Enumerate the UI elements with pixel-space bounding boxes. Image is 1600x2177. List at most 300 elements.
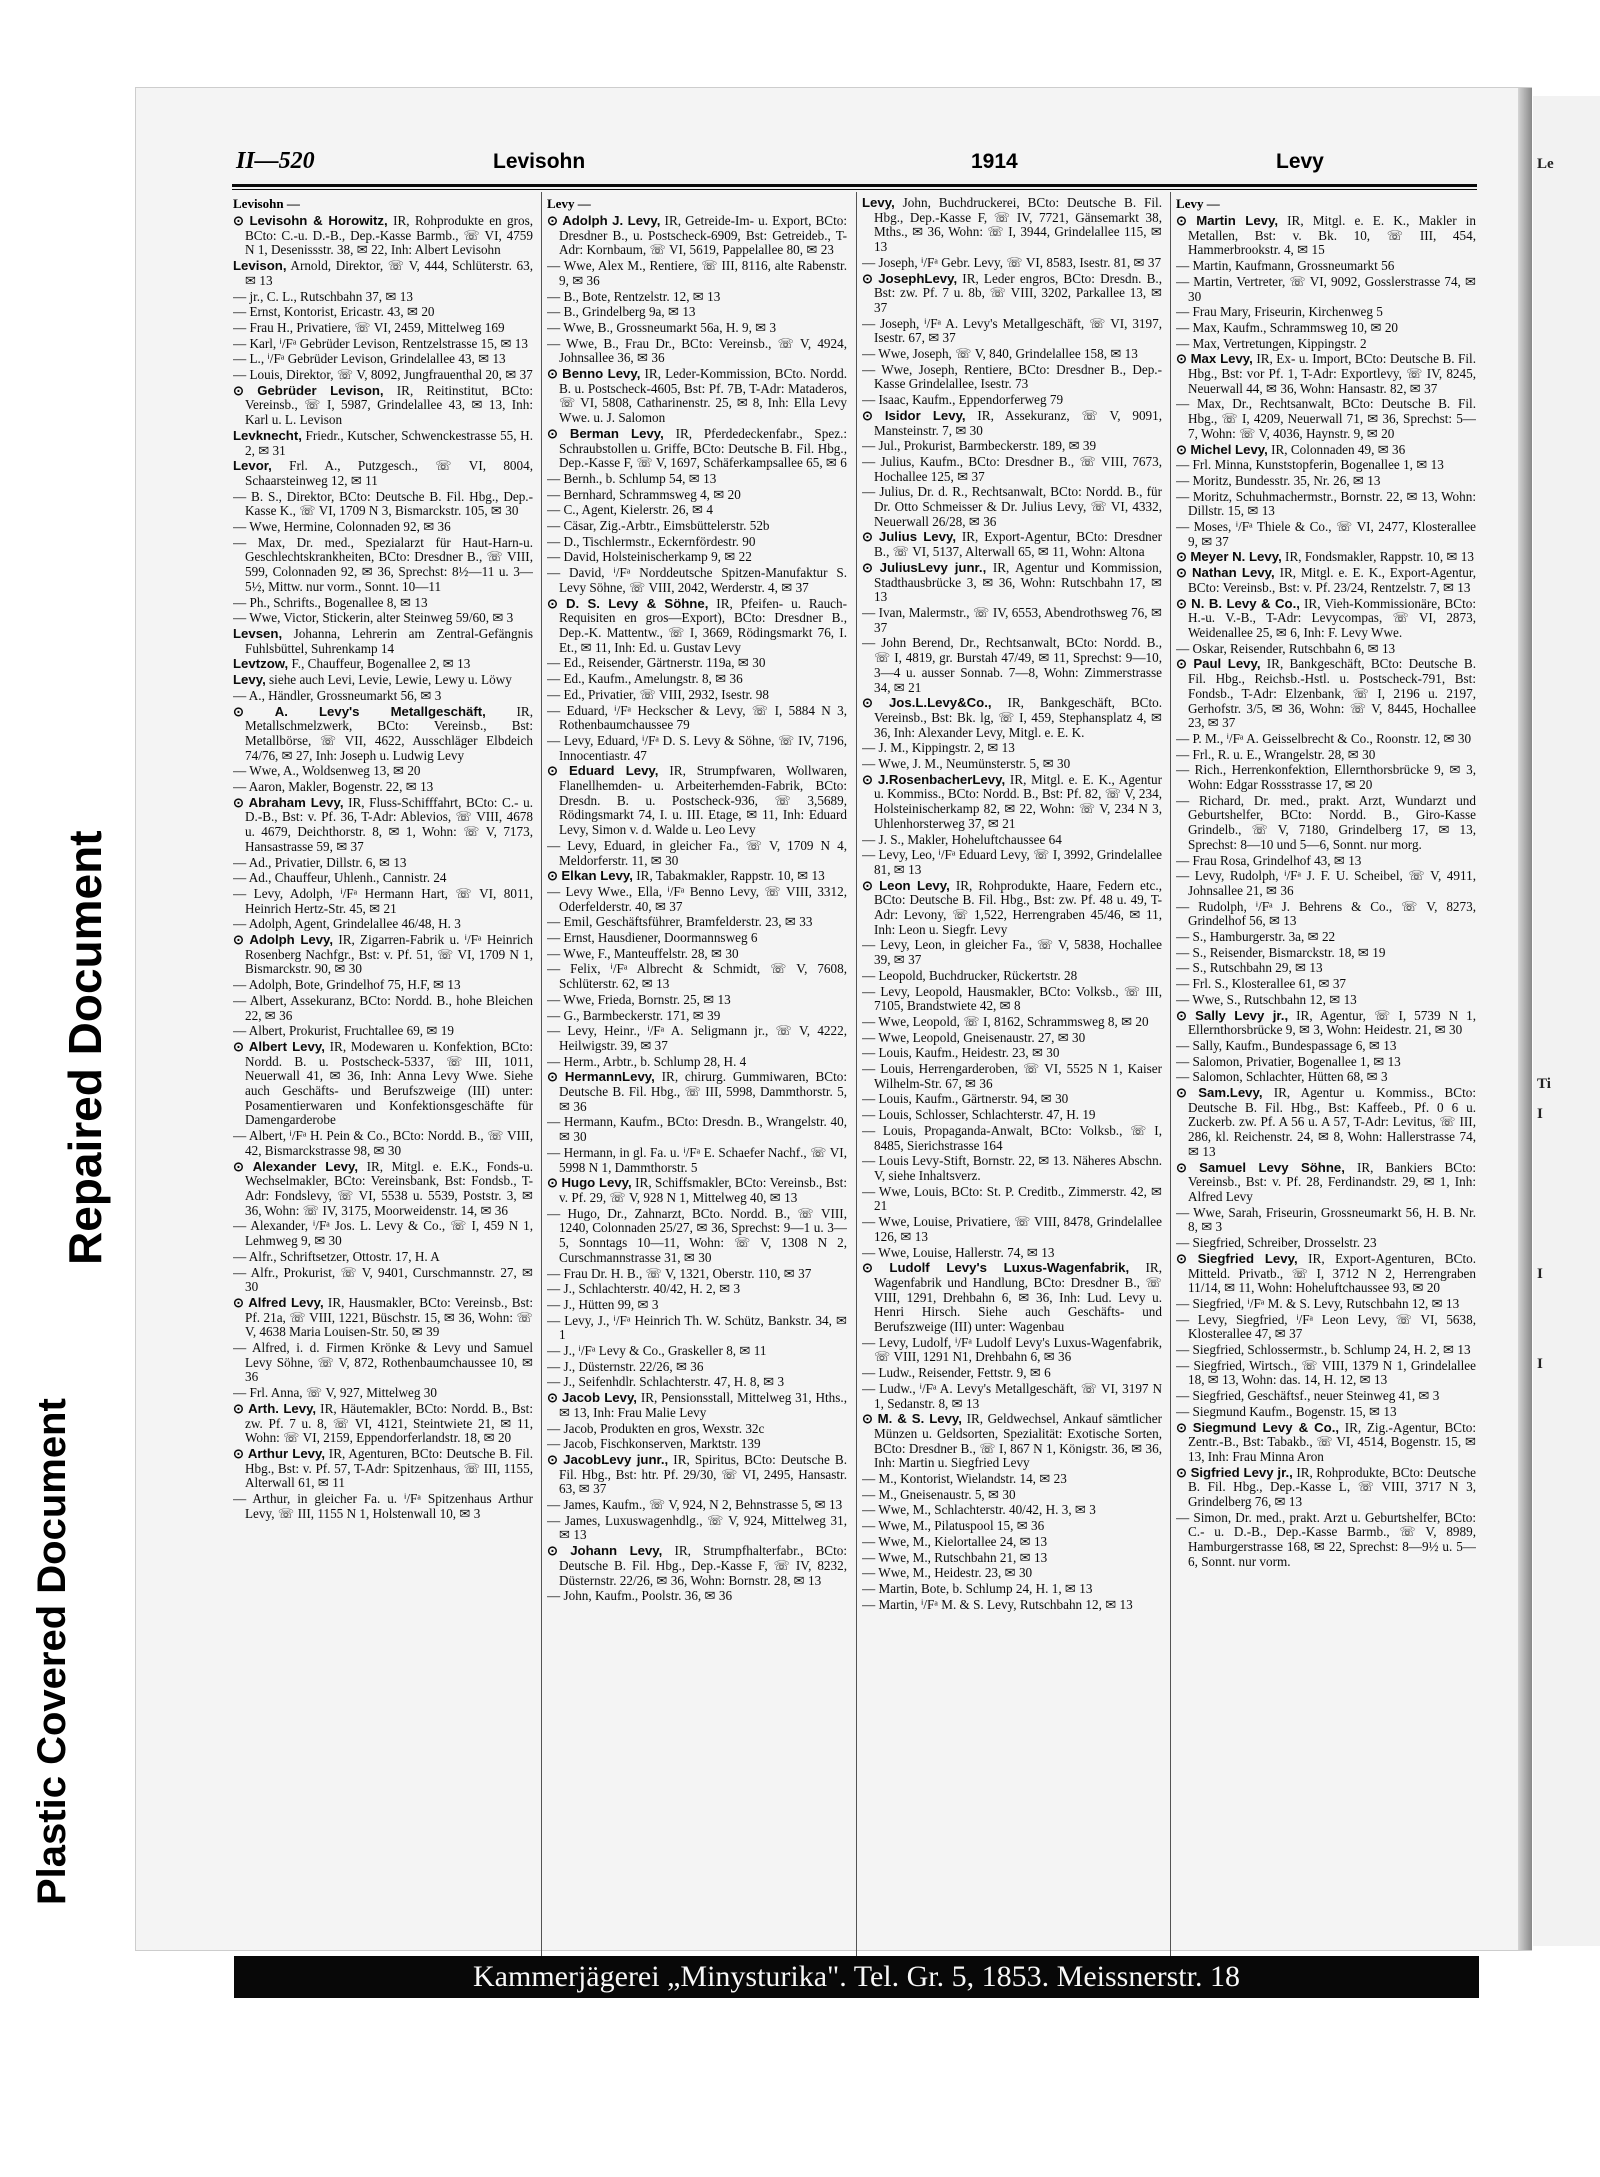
entry-name: Eduard Levy, <box>568 763 659 779</box>
entry-name: Siegmund Levy & Co., <box>1192 1419 1340 1435</box>
entry-name: Levknecht, <box>233 427 302 443</box>
entry-text: — Wwe, M., Heidestr. 23, ✉ 30 <box>862 1565 1033 1581</box>
entry-text: IR, Tabakmakler, Rappstr. 10, ✉ 13 <box>636 868 825 884</box>
entry-name: Alfred Levy, <box>248 1294 324 1310</box>
entry-text: — Ludw., Reisender, Fettstr. 9, ✉ 6 <box>862 1365 1051 1381</box>
directory-entry <box>862 1336 1162 1365</box>
entry-marker: ⊙ <box>233 794 245 810</box>
entry-text: IR, Modewaren u. Konfektion, BCto: Nordd. B. u. Postscheck-5337, ☏ III, 1011, Neuerwall 41, ✉ 36, Inh: Anna Levy Wwe. Siehe auch Geschäfts- und Berufszweige (III) unter: Posamentierwaren und Konfektionsgeschäfte für Damengarderobe <box>245 1038 533 1128</box>
directory-entry <box>1176 566 1476 595</box>
repaired-document-label: Repaired Document <box>59 830 111 1265</box>
directory-entry <box>862 1261 1162 1335</box>
entry-text: IR, Rohprodukte en gros, BCto: C.-u. D.-B., Dep.-Kasse Barmb., ☏ VI, 4759 N 1, Desenissstr. 38, ✉ 22, Inh: Albert Levisohn <box>245 213 533 258</box>
entry-text: — Alfr., Schriftsetzer, Ottostr. 17, H. A <box>233 1248 440 1264</box>
directory-entry <box>862 636 1162 695</box>
entry-name: M. & S. Levy, <box>877 1411 962 1427</box>
entry-name: Levtzow, <box>233 656 289 672</box>
directory-entry <box>233 917 533 932</box>
entry-text: — Wwe, Joseph, ☏ V, 840, Grindelallee 158, ✉ 13 <box>862 346 1138 362</box>
entry-name: Adolph J. Levy, <box>562 213 661 228</box>
directory-entry <box>862 1503 1162 1518</box>
directory-entry <box>1176 1297 1476 1312</box>
entry-name: Jacob Levy, <box>561 1390 637 1406</box>
entry-text: — Salomon, Privatier, Bogenallee 1, ✉ 13 <box>1176 1053 1401 1069</box>
directory-entry <box>547 597 847 656</box>
entry-text: — Wwe, Louise, Privatiere, ☏ VIII, 8478, Grindelallee 126, ✉ 13 <box>862 1214 1162 1244</box>
entry-marker: ⊙ <box>862 270 874 286</box>
directory-entry <box>547 1391 847 1420</box>
page-number: II—520 <box>236 148 315 174</box>
entry-text: IR, Ex- u. Import, BCto: Deutsche B. Fil. Hbg., Bst: vor Pf. 1, T-Adr: Exportlevy, ☏ IV, 8245, Neuerwall 44, ✉ 36, Wohn: Hansastr. 82, ✉ 37 <box>1188 351 1476 396</box>
directory-entry <box>547 259 847 288</box>
directory-entry <box>862 1382 1162 1411</box>
entry-name: N. B. Levy & Co., <box>1191 595 1300 611</box>
entry-text: — Wwe, Joseph, Rentiere, BCto: Dresdner B., Dep.-Kasse Grindelallee, Isestr. 73 <box>862 361 1162 392</box>
entry-text: — G., Barmbeckerstr. 171, ✉ 39 <box>547 1007 721 1023</box>
directory-column-1 <box>233 196 533 1966</box>
entry-text: — Max, Vertretungen, Kippingstr. 2 <box>1176 335 1367 351</box>
directory-entry <box>233 520 533 535</box>
directory-entry <box>862 196 1162 255</box>
entry-text: — Ad., Chauffeur, Uhlenh., Cannistr. 24 <box>233 870 447 886</box>
directory-entry <box>233 290 533 305</box>
entry-name: Nathan Levy, <box>1191 565 1275 581</box>
entry-text: — Levy, Leopold, Hausmakler, BCto: Volksb., ☏ III, 7105, Brandstwiete 42, ✉ 8 <box>862 983 1162 1014</box>
entry-text: — Siegfried, Schlossermstr., b. Schlump 24, H. 2, ✉ 13 <box>1176 1342 1471 1358</box>
entry-name: Adolph Levy, <box>249 932 334 948</box>
column-divider <box>541 192 542 1972</box>
directory-entry <box>862 1124 1162 1153</box>
directory-entry <box>547 734 847 763</box>
entry-marker: ⊙ <box>862 1411 874 1427</box>
directory-entry <box>233 1296 533 1340</box>
entry-name: Arth. Levy, <box>248 1400 317 1416</box>
directory-entry <box>1176 930 1476 945</box>
directory-entry <box>862 455 1162 484</box>
entry-marker: ⊙ <box>862 529 874 545</box>
entry-text: — Ed., Kaufm., Amelungstr. 8, ✉ 36 <box>547 671 743 687</box>
header-rule-thin <box>232 189 1477 190</box>
entry-text: IR, Pferdedeckenfabr., Spez.: Schraubstollen u. Griffe, BCto: Deutsche B. Fil. Hbg., Dep.-Kasse F, ☏ V, 1697, Schäferkampsallee 65, ✉ 6 <box>559 425 847 471</box>
directory-entry <box>233 856 533 871</box>
entry-text: IR, Getreide-Im- u. Export, BCto: Dresdner B., u. Postscheck-6909, Bst: Getreideb., T-Adr: Kornbaum, ☏ VI, 5619, Pappelallee 80, ✉ 23 <box>559 213 847 258</box>
directory-entry <box>233 596 533 611</box>
header-first-word: Levisohn <box>493 150 586 173</box>
entry-text: IR, Rohprodukte, Haare, Federn etc., BCto: Deutsche B. Fil. Hbg., Bst: zw. Pf. 48 u. 49, T-Adr: Levony, ☏ 1,522, Herrengraben 45/46, ✉ 11, Inh: Leon u. Siegfr. Levy <box>874 877 1162 937</box>
entry-text: — Levy Wwe., Ella, ⁱ/Fᵃ Benno Levy, ☏ VIII, 3312, Oderfelderstr. 40, ✉ 37 <box>547 883 847 914</box>
directory-entry <box>862 272 1162 316</box>
adjacent-page-fragment: Le <box>1537 156 1554 172</box>
directory-entry <box>1176 321 1476 336</box>
entry-text: — Wwe, J. M., Neumünsterstr. 5, ✉ 30 <box>862 756 1071 772</box>
directory-entry <box>1176 763 1476 792</box>
entry-text: IR, Fluss-Schifffahrt, BCto: C.- u. D.-B., Bst: v. Pf. 36, T-Adr: Ablevios, ☏ VIII, 4678 u. 4679, Deichthorstr. 8, ✉ 1, Wohn: ☏ V, 7173, Hansastrasse 59, ✉ 37 <box>245 794 533 854</box>
entry-text: — Levy, Eduard, in gleicher Fa., ☏ V, 1709 N 4, Meldorferstr. 11, ✉ 30 <box>547 837 847 868</box>
directory-entry <box>862 848 1162 877</box>
directory-entry <box>1176 1421 1476 1465</box>
directory-entry <box>1176 305 1476 320</box>
entry-name: Isidor Levy, <box>884 407 966 423</box>
directory-entry <box>547 535 847 550</box>
directory-entry <box>862 1551 1162 1566</box>
entry-marker: ⊙ <box>1176 565 1188 581</box>
entry-text: — Eduard, ⁱ/Fᵃ Heckscher & Levy, ☏ I, 5884 N 3, Rothenbaumchaussee 79 <box>547 702 847 733</box>
directory-entry <box>862 1015 1162 1030</box>
entry-text: — J., ⁱ/Fᵃ Levy & Co., Graskeller 8, ✉ 11 <box>547 1343 767 1359</box>
directory-column-4 <box>1176 196 1476 1966</box>
entry-text: IR, Häutemakler, BCto: Nordd. B., Bst: zw. Pf. 7 u. 8, ☏ VI, 4121, Steintwiete 21, ✉ 11, Wohn: ☏ VI, 2159, Eppendorferlandstr. 18, ✉ 20 <box>245 1400 533 1446</box>
adjacent-page-fragment: I <box>1537 1266 1543 1282</box>
adjacent-page-fragment: I <box>1537 1106 1543 1122</box>
entry-text: — P. M., ⁱ/Fᵃ A. Geisselbrecht & Co., Roonstr. 12, ✉ 30 <box>1176 730 1472 746</box>
directory-entry <box>1176 1236 1476 1251</box>
directory-entry <box>1176 1343 1476 1358</box>
entry-text: — James, Kaufm., ☏ V, 924, N 2, Behnstrasse 5, ✉ 13 <box>547 1497 843 1513</box>
entry-text: — Adolph, Agent, Grindelallee 46/48, H. 3 <box>233 916 461 932</box>
entry-text: Friedr., Kutscher, Schwenckestrasse 55, H. 2, ✉ 31 <box>245 427 533 458</box>
entry-name: Paul Levy, <box>1193 656 1261 672</box>
entry-text: — Leopold, Buchdrucker, Rückertstr. 28 <box>862 967 1078 983</box>
directory-entry <box>233 1492 533 1521</box>
directory-entry <box>862 530 1162 559</box>
entry-text: IR, Mitgl. e. E. K., Agentur u. Kommiss., BCto: Nordd. B., Bst: Pf. 82, ☏ V, 234, Holsteinischerkamp 82, ✉ 22, Wohn: ☏ V, 234 N 3, Uhlenhorsterweg 37, ✉ 21 <box>874 771 1162 831</box>
entry-marker: ⊙ <box>1176 549 1188 565</box>
entry-text: — Karl, ⁱ/Fᵃ Gebrüder Levison, Rentzelstrasse 15, ✉ 13 <box>233 335 528 351</box>
entry-text: IR, Agentur und Kommission, Stadthausbrücke 3, ✉ 36, Wohn: Rutschbahn 17, ✉ 13 <box>874 559 1162 605</box>
entry-marker: ⊙ <box>547 1175 559 1191</box>
entry-text: — Wwe, M., Schlachterstr. 40/42, H. 3, ✉ 3 <box>862 1502 1096 1518</box>
directory-entry <box>547 1453 847 1497</box>
directory-entry <box>1176 732 1476 747</box>
directory-entry <box>1176 1086 1476 1160</box>
directory-entry <box>862 1582 1162 1597</box>
entry-text: — Wwe, Leopold, ☏ I, 8162, Schrammsweg 8, ✉ 20 <box>862 1013 1149 1029</box>
directory-entry <box>547 1024 847 1053</box>
directory-entry <box>547 1298 847 1313</box>
entry-name: Siegfried Levy, <box>1197 1250 1298 1266</box>
entry-name: JosephLevy, <box>878 270 958 286</box>
directory-entry <box>547 672 847 687</box>
entry-text: IR, Reitinstitut, BCto: Vereinsb., ☏ I, 5987, Grindelallee 43, ✉ 13, Inh: Karl u. L. Levison <box>245 382 533 428</box>
entry-text: — Rich., Herrenkonfektion, Ellernthorsbrücke 9, ✉ 3, Wohn: Edgar Rossstrasse 17, ✉ 20 <box>1176 762 1476 793</box>
entry-marker: ⊙ <box>1176 1085 1188 1101</box>
directory-entry <box>547 1282 847 1297</box>
directory-entry <box>862 879 1162 938</box>
directory-entry <box>862 363 1162 392</box>
entry-text: — Frl. S., Klosterallee 61, ✉ 37 <box>1176 976 1347 992</box>
entry-text: — Sally, Kaufm., Bundespassage 6, ✉ 13 <box>1176 1037 1397 1053</box>
directory-entry <box>233 1341 533 1385</box>
directory-entry <box>1176 550 1476 565</box>
directory-entry <box>862 985 1162 1014</box>
directory-entry <box>547 519 847 534</box>
directory-entry <box>1176 977 1476 992</box>
directory-entry <box>233 611 533 626</box>
entry-marker: ⊙ <box>233 1400 245 1416</box>
directory-entry <box>547 1544 847 1588</box>
entry-text: — Siegfried, Geschäftsf., neuer Steinweg 41, ✉ 3 <box>1176 1388 1440 1404</box>
entry-text: — Isaac, Kaufm., Eppendorferweg 79 <box>862 392 1064 408</box>
directory-entry <box>1176 1389 1476 1404</box>
entry-text: IR, Export-Agentur, BCto: Dresdner B., ☏ VI, 5137, Alterwall 65, ✉ 11, Wohn: Altona <box>874 529 1162 560</box>
entry-text: — Levy, Adolph, ⁱ/Fᵃ Hermann Hart, ☏ VI, 8011, Heinrich Hertz-Str. 45, ✉ 21 <box>233 885 533 916</box>
entry-text: F., Chauffeur, Bogenallee 2, ✉ 13 <box>291 656 471 672</box>
column-head: Levy — <box>1176 196 1220 211</box>
entry-text: — Louis, Kaufm., Heidestr. 23, ✉ 30 <box>862 1045 1060 1061</box>
directory-entry <box>1176 443 1476 458</box>
scanned-page <box>136 88 1531 1993</box>
column-head: Levy — <box>547 196 591 211</box>
directory-entry <box>547 214 847 258</box>
directory-entry <box>233 352 533 367</box>
directory-entry <box>233 871 533 886</box>
entry-text: — Wwe, Frieda, Bornstr. 25, ✉ 13 <box>547 991 731 1007</box>
entry-name: Levy, <box>233 672 266 688</box>
directory-entry <box>233 259 533 288</box>
entry-marker: ⊙ <box>233 703 245 719</box>
directory-entry <box>862 1519 1162 1534</box>
entry-text: — S., Rutschbahn 29, ✉ 13 <box>1176 960 1323 976</box>
entry-text: — Max, Dr., Rechtsanwalt, BCto: Deutsche B. Fil. Hbg., ☏ I, 4209, Neuerwall 71, ✉ 36, Sprechst: 5—7, Wohn: ☏ V, 4036, Haynstr. 9, ✉ 20 <box>1176 396 1476 441</box>
header-rule <box>232 184 1477 187</box>
directory-entry <box>862 773 1162 832</box>
entry-name: A. Levy's Metallgeschäft, <box>274 703 486 719</box>
entry-marker: ⊙ <box>1176 595 1188 611</box>
entry-text: — Frl. Anna, ☏ V, 927, Mittelweg 30 <box>233 1385 437 1401</box>
entry-text: IR, Bankgeschäft, BCto: Deutsche B. Fil. Hbg., Reichsb.-Hstl. u. Postscheck-791, Bst: Fondsb., T-Adr: Elzenbank, ☏ I, 2196 u. 2197, Gerhofstr. 3/5, ✉ 36, Wohn: ☏ V, 8445, Hochallee 23, ✉ 37 <box>1188 656 1476 731</box>
directory-entry <box>862 1566 1162 1581</box>
directory-entry <box>1176 520 1476 549</box>
entry-name: D. S. Levy & Söhne, <box>566 595 709 611</box>
entry-text: — Frau Rosa, Grindelhof 43, ✉ 13 <box>1176 852 1362 868</box>
entry-marker: ⊙ <box>233 932 245 948</box>
directory-entry <box>547 472 847 487</box>
directory-entry <box>547 290 847 305</box>
entry-marker: ⊙ <box>862 695 874 711</box>
header-year: 1914 <box>971 150 1018 173</box>
directory-entry <box>1176 1511 1476 1570</box>
entry-text: — Rudolph, ⁱ/Fᵃ J. Behrens & Co., ☏ V, 8273, Grindelhof 56, ✉ 13 <box>1176 898 1476 929</box>
directory-entry <box>547 1314 847 1343</box>
entry-text: — Louis, Direktor, ☏ V, 8092, Jungfrauenthal 20, ✉ 37 <box>233 367 533 383</box>
entry-text: — Jul., Prokurist, Barmbeckerstr. 189, ✉ 39 <box>862 438 1097 454</box>
entry-text: — Levy, Heinr., ⁱ/Fᵃ A. Seligmann jr., ☏ V, 4222, Heilwigstr. 39, ✉ 37 <box>547 1023 847 1053</box>
directory-entry <box>1176 397 1476 441</box>
directory-entry <box>862 1488 1162 1503</box>
directory-entry <box>862 1062 1162 1091</box>
directory-entry <box>1176 458 1476 473</box>
directory-entry <box>233 705 533 764</box>
entry-text: — Richard, Dr. med., prakt. Arzt, Wundarzt und Geburtshelfer, BCto: Nordd. B., Giro-Kasse Grindelb., ☏ V, 7180, Grindelberg 17, ✉ 13, Sprechst: 8—10 und 5—6, Sonnt. nur morg. <box>1176 792 1476 852</box>
directory-entry <box>862 757 1162 772</box>
entry-marker: ⊙ <box>547 868 559 884</box>
entry-text: — Alexander, ⁱ/Fᵃ Jos. L. Levy & Co., ☏ I, 459 N 1, Lehmweg 9, ✉ 30 <box>233 1218 533 1249</box>
entry-name: Albert Levy, <box>248 1038 325 1054</box>
directory-entry <box>233 536 533 595</box>
page-header <box>236 142 1476 182</box>
directory-entry <box>233 657 533 672</box>
directory-entry <box>547 550 847 565</box>
entry-text: — Cäsar, Zig.-Arbtr., Eimsbüttelerstr. 52b <box>547 518 770 534</box>
directory-entry <box>547 1498 847 1513</box>
entry-marker: ⊙ <box>1176 441 1188 457</box>
entry-text: IR, Leder-Kommission, BCto. Nordd. B. u. Postscheck-4605, Bst: Pf. 7B, T-Adr: Mataderos, ☏ VI, 5808, Catharinenstr. 25, ✉ 8, Inh: Ella Levy Wwe. u. J. Salomon <box>559 366 847 426</box>
entry-text: — Albert, ⁱ/Fᵃ H. Pein & Co., BCto: Nordd. B., ☏ VIII, 42, Bismarckstrasse 98, ✉ 30 <box>233 1128 533 1158</box>
directory-entry <box>862 347 1162 362</box>
directory-entry <box>233 1129 533 1158</box>
directory-entry <box>547 656 847 671</box>
directory-entry <box>862 1366 1162 1381</box>
directory-entry <box>862 1412 1162 1471</box>
entry-text: — Levy, Leon, in gleicher Fa., ☏ V, 5838, Hochallee 39, ✉ 37 <box>862 937 1162 968</box>
directory-entry <box>233 490 533 519</box>
entry-text: — jr., C. L., Rutschbahn 37, ✉ 13 <box>233 288 413 304</box>
directory-entry <box>233 1040 533 1128</box>
entry-text: Johanna, Lehrerin am Zentral-Gefängnis Fuhlsbüttel, Suhrenkamp 14 <box>245 625 533 656</box>
entry-text: — Moritz, Schuhmachermstr., Bornstr. 22, ✉ 13, Wohn: Dillstr. 15, ✉ 13 <box>1176 488 1476 519</box>
entry-text: — Hermann, Kaufm., BCto: Dresdn. B., Wrangelstr. 40, ✉ 30 <box>547 1114 847 1145</box>
entry-text: Frl. A., Putzgesch., ☏ VI, 8004, Schaarsteinweg 12, ✉ 11 <box>245 458 533 488</box>
entry-text: — Frau Mary, Friseurin, Kirchenweg 5 <box>1176 304 1383 320</box>
entry-text: IR, Hausmakler, BCto: Vereinsb., Bst: Pf. 21a, ☏ VIII, 1221, Büschstr. 15, ✉ 36, Wohn: ☏ V, 4638 Maria Louisen-Str. 50, ✉ 39 <box>245 1294 533 1340</box>
entry-text: — Levy, Rudolph, ⁱ/Fᵃ J. F. U. Scheibel, ☏ V, 4911, Johnsallee 21, ✉ 36 <box>1176 868 1476 898</box>
entry-marker: ⊙ <box>1176 1464 1188 1480</box>
entry-text: — John, Kaufm., Poolstr. 36, ✉ 36 <box>547 1588 733 1604</box>
directory-entry <box>233 978 533 993</box>
entry-text: IR, Pfeifen- u. Rauch-Requisiten en gros—Export), BCto: Dresdner B., Dep.-K. Mattentw., ☏ I, 3669, Rödingsmarkt 76, I. Et., ✉ 11, Inh: Ed. u. Gustav Levy <box>559 595 847 655</box>
entry-name: Levor, <box>233 458 272 474</box>
entry-text: — Felix, ⁱ/Fᵃ Albrecht & Schmidt, ☏ V, 7608, Schlüterstr. 62, ✉ 13 <box>547 961 847 992</box>
directory-entry <box>862 1046 1162 1061</box>
directory-entry <box>862 741 1162 756</box>
directory-entry <box>547 321 847 336</box>
entry-text: — S., Hamburgerstr. 3a, ✉ 22 <box>1176 929 1336 945</box>
entry-text: siehe auch Levi, Levie, Lewie, Lewy u. Löwy <box>269 672 512 688</box>
entry-marker: ⊙ <box>1176 1159 1188 1175</box>
entry-text: IR, Mitgl. e. E. K., Makler in Metallen, Bst: v. Bk. 10, ☏ III, 454, Hammerbrookstr. 4, ✉ 15 <box>1188 213 1476 258</box>
directory-entry <box>547 962 847 991</box>
entry-marker: ⊙ <box>547 595 559 611</box>
entry-text: IR, chirurg. Gummiwaren, BCto: Deutsche B. Fil. Hbg., ☏ III, 5998, Dammthorstr. 5, ✉ 36 <box>559 1069 847 1114</box>
directory-entry <box>547 1422 847 1437</box>
directory-entry <box>1176 1009 1476 1038</box>
directory-entry <box>862 1215 1162 1244</box>
directory-entry <box>1176 1359 1476 1388</box>
directory-entry <box>1176 474 1476 489</box>
directory-entry <box>547 1437 847 1452</box>
directory-entry <box>547 931 847 946</box>
entry-text: — Joseph, ⁱ/Fᵃ Gebr. Levy, ☏ VI, 8583, Isestr. 81, ✉ 37 <box>862 254 1162 270</box>
directory-entry <box>1176 337 1476 352</box>
directory-entry <box>547 488 847 503</box>
directory-entry <box>1176 1313 1476 1342</box>
entry-text: IR, Wagenfabrik und Handlung, BCto: Dresdner B., ☏ VIII, 1291, Drehbahn 6, ✉ 36, Inh: Lud. Levy u. Henri Hirsch. Siehe auch Geschäfts- und Berufszweige (III) unter: Wagenbau <box>874 1260 1162 1335</box>
entry-marker: ⊙ <box>233 1158 245 1174</box>
directory-entry <box>233 764 533 779</box>
entry-text: — Hermann, in gl. Fa. u. ⁱ/Fᵃ E. Schaefer Nachf., ☏ VI, 5998 N 1, Dammthorstr. 5 <box>547 1144 847 1175</box>
entry-text: — Julius, Dr. d. R., Rechtsanwalt, BCto: Nordd. B., für Dr. Otto Schmeisser & Dr. Julius Levy, ☏ VI, 4332, Neuerwall 26/28, ✉ 36 <box>862 484 1162 529</box>
entry-text: IR, Spiritus, BCto: Deutsche B. Fil. Hbg., Bst: htr. Pf. 29/30, ☏ VI, 2495, Hansastr. 63, ✉ 37 <box>559 1451 847 1497</box>
entry-text: — Levy, Leo, ⁱ/Fᵃ Eduard Levy, ☏ I, 3992, Grindelallee 81, ✉ 13 <box>862 847 1162 877</box>
entry-text: — Wwe, F., Manteuffelstr. 28, ✉ 30 <box>547 945 739 961</box>
entry-text: — Moses, ⁱ/Fᵃ Thiele & Co., ☏ VI, 2477, Klosterallee 9, ✉ 37 <box>1176 519 1476 549</box>
entry-text: — Ludw., ⁱ/Fᵃ A. Levy's Metallgeschäft, ☏ VI, 3197 N 1, Sedanstr. 8, ✉ 13 <box>862 1380 1162 1411</box>
entry-name: Levison, <box>233 258 287 274</box>
entry-text: — Frl. Minna, Kunststopferin, Bogenallee 1, ✉ 13 <box>1176 457 1444 473</box>
directory-entry <box>547 1207 847 1266</box>
entry-text: — Wwe, M., Kielortallee 24, ✉ 13 <box>862 1533 1048 1549</box>
directory-entry <box>547 503 847 518</box>
adjacent-page-fragment: Ti <box>1537 1076 1551 1092</box>
entry-name: Abraham Levy, <box>248 794 344 810</box>
directory-entry <box>547 1360 847 1375</box>
entry-text: — Adolph, Bote, Grindelhof 75, H.F, ✉ 13 <box>233 977 461 993</box>
directory-entry <box>233 337 533 352</box>
entry-text: IR, Bankgeschäft, BCto. Vereinsb., Bst: Bk. lg, ☏ I, 459, Stephansplatz 4, ✉ 36, Inh: Alexander Levy, Mitgl. e. E. K. <box>874 695 1162 740</box>
entry-text: — Salomon, Schlachter, Hütten 68, ✉ 3 <box>1176 1069 1388 1085</box>
entry-text: — Frau H., Privatiere, ☏ VI, 2459, Mittelweg 169 <box>233 319 505 335</box>
entry-marker: ⊙ <box>1176 213 1188 228</box>
directory-entry <box>547 1009 847 1024</box>
entry-text: — Wwe, Victor, Stickerin, alter Steinweg 59/60, ✉ 3 <box>233 610 514 626</box>
directory-entry <box>233 1219 533 1248</box>
entry-text: — Herm., Arbtr., b. Schlump 28, H. 4 <box>547 1053 747 1069</box>
advertisement-banner: Kammerjägerei „Minysturika". Tel. Gr. 5, 1853. Meissnerstr. 18 <box>234 1956 1479 1998</box>
entry-text: — Joseph, ⁱ/Fᵃ A. Levy's Metallgeschäft, ☏ VI, 3197, Isestr. 67, ✉ 37 <box>862 315 1162 346</box>
entry-text: — Louis, Schlosser, Schlachterstr. 47, H. 19 <box>862 1107 1096 1123</box>
entry-text: — Wwe, Hermine, Colonnaden 92, ✉ 36 <box>233 519 451 535</box>
entry-marker: ⊙ <box>862 771 874 787</box>
directory-entry <box>233 994 533 1023</box>
entry-text: — Ernst, Kontorist, Ericastr. 43, ✉ 20 <box>233 304 435 320</box>
entry-marker: ⊙ <box>547 425 559 441</box>
directory-entry <box>547 764 847 838</box>
entry-text: — Wwe, Sarah, Friseurin, Grossneumarkt 56, H. B. Nr. 8, ✉ 3 <box>1176 1204 1476 1235</box>
entry-marker: ⊙ <box>233 1038 245 1054</box>
entry-text: — M., Kontorist, Wielandstr. 14, ✉ 23 <box>862 1471 1067 1487</box>
entry-text: — Hugo, Dr., Zahnarzt, BCto. Nordd. B., ☏ VIII, 1240, Colonnaden 25/27, ✉ 36, Sprechst: 9—1 u. 3—5, Sonntags 10—11, Wohn: ☏ V, 1308 N 2, Curschmannstrasse 31, ✉ 30 <box>547 1205 847 1265</box>
directory-entry <box>547 1146 847 1175</box>
entry-text: IR, Colonnaden 49, ✉ 36 <box>1271 441 1406 457</box>
directory-entry <box>1176 1206 1476 1235</box>
directory-entry <box>547 1344 847 1359</box>
directory-entry <box>862 1246 1162 1261</box>
directory-entry <box>862 969 1162 984</box>
entry-name: HermannLevy, <box>564 1069 655 1085</box>
entry-text: — Levy, Siegfried, ⁱ/Fᵃ Leon Levy, ☏ VI, 5638, Klosterallee 47, ✉ 37 <box>1176 1311 1476 1342</box>
directory-entry <box>233 673 533 688</box>
entry-text: — Wwe, Leopold, Gneisenaustr. 27, ✉ 30 <box>862 1029 1086 1045</box>
plastic-covered-document-label: Plastic Covered Document <box>30 1398 74 1905</box>
entry-text: — Bernhard, Schrammsweg 4, ✉ 20 <box>547 486 741 502</box>
entry-text: IR, Strumpfhalterfabr., BCto: Deutsche B. Fil. Hbg., Dep.-Kasse F, ☏ IV, 8232, Düsternstr. 22/26, ✉ 36, Wohn: Bornstr. 28, ✉ 13 <box>559 1543 847 1588</box>
entry-marker: ⊙ <box>233 213 245 228</box>
directory-entry <box>862 606 1162 635</box>
entry-name: Berman Levy, <box>569 425 664 441</box>
directory-entry <box>862 1092 1162 1107</box>
directory-entry <box>1176 642 1476 657</box>
entry-name: Sally Levy jr., <box>1195 1007 1289 1023</box>
directory-entry <box>233 321 533 336</box>
entry-name: Alexander Levy, <box>252 1158 359 1174</box>
entry-text: John, Buchdruckerei, BCto: Deutsche B. Fil. Hbg., Dep.-Kasse F, ☏ IV, 7721, Gänsemarkt 38, Mths., ✉ 36, Wohn: ☏ I, 3944, Grindelallee 115, ✉ 13 <box>874 196 1162 255</box>
entry-name: Johann Levy, <box>570 1543 663 1559</box>
entry-text: IR, Agentur, ☏ I, 5739 N 1, Ellernthorsbrücke 9, ✉ 3, Wohn: Heidestr. 21, ✉ 30 <box>1188 1007 1476 1038</box>
directory-entry <box>862 1472 1162 1487</box>
entry-name: Ludolf Levy's Luxus-Wagenfabrik, <box>889 1260 1130 1276</box>
entry-marker: ⊙ <box>547 213 559 228</box>
entry-text: — Wwe, M., Rutschbahn 21, ✉ 13 <box>862 1549 1048 1565</box>
